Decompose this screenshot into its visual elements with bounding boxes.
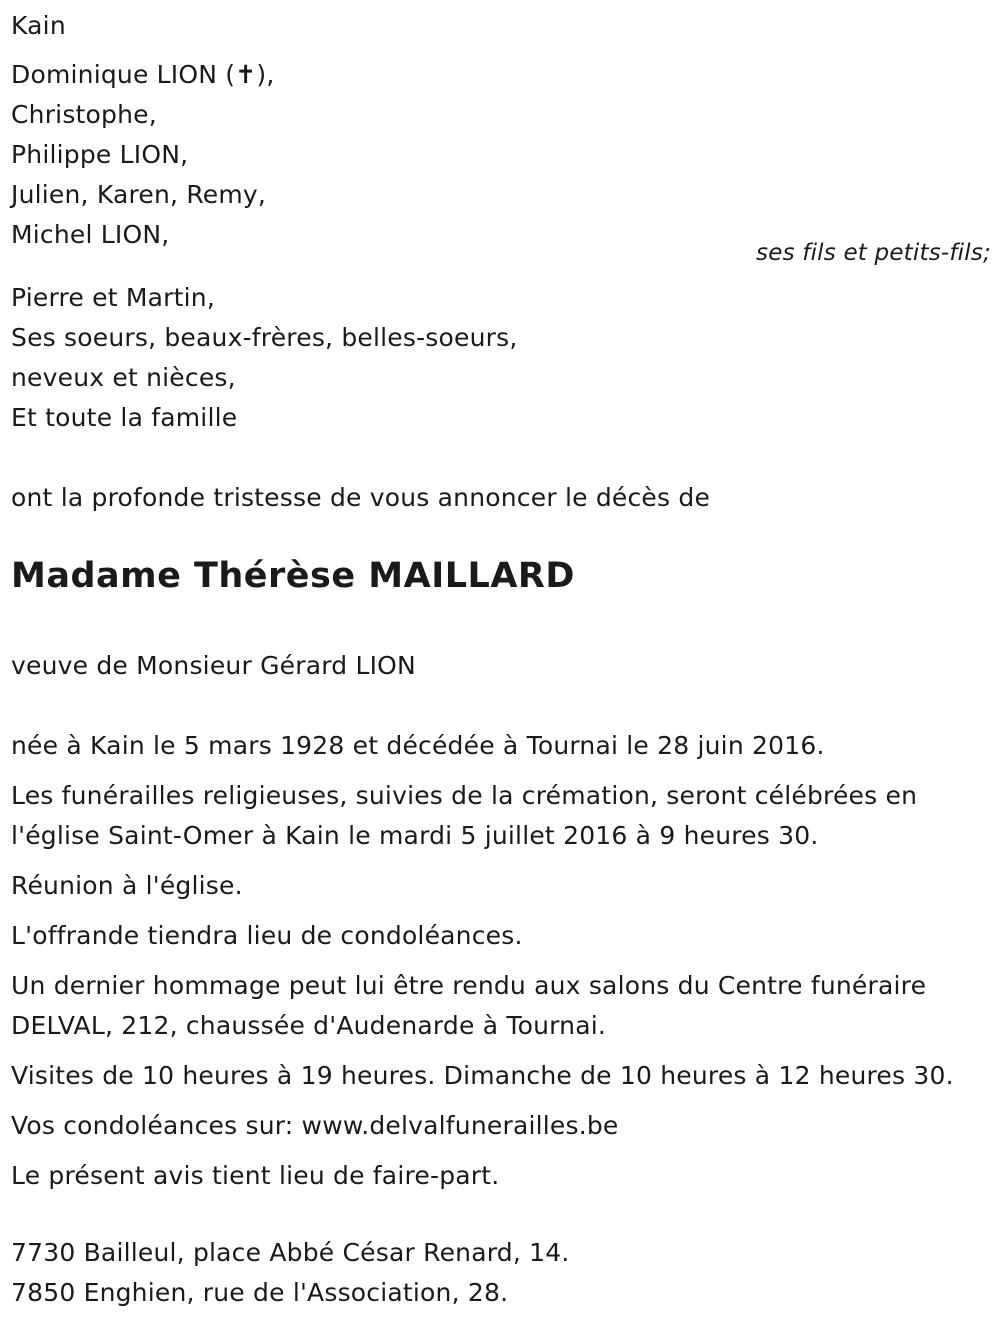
family-member: Dominique LION (✝), [11, 60, 275, 89]
family-member: Ses soeurs, beaux-frères, belles-soeurs, [11, 323, 518, 352]
detail-line: l'église Saint-Omer à Kain le mardi 5 juillet 2016 à 9 heures 30. [11, 821, 819, 850]
family-list [11, 55, 275, 255]
detail-paragraph-dates [11, 726, 954, 766]
detail-line: Le présent avis tient lieu de faire-part. [11, 1161, 500, 1190]
widow-of [11, 646, 416, 686]
family-member: Julien, Karen, Remy, [11, 180, 267, 209]
family-member: neveux et nièces, [11, 363, 236, 392]
detail-paragraph-ceremony [11, 776, 954, 856]
widow-of-text: veuve de Monsieur Gérard LION [11, 651, 416, 680]
detail-paragraph-offering [11, 916, 954, 956]
family-addresses [11, 1233, 569, 1313]
detail-paragraph-tribute [11, 966, 954, 1046]
detail-line: Un dernier hommage peut lui être rendu aux salons du Centre funéraire [11, 971, 927, 1000]
detail-paragraph-notice [11, 1156, 954, 1196]
family-member: Christophe, [11, 100, 157, 129]
detail-line: Les funérailles religieuses, suivies de la crémation, seront célébrées en [11, 781, 918, 810]
detail-line: Réunion à l'église. [11, 871, 243, 900]
detail-line: Visites de 10 heures à 19 heures. Dimanche de 10 heures à 12 heures 30. [11, 1061, 954, 1090]
detail-paragraph-visits [11, 1056, 954, 1096]
announcement-text: ont la profonde tristesse de vous annoncer le décès de [11, 483, 711, 512]
address-line: 7850 Enghien, rue de l'Association, 28. [11, 1278, 509, 1307]
detail-line: DELVAL, 212, chaussée d'Audenarde à Tournai. [11, 1011, 607, 1040]
detail-line: L'offrande tiendra lieu de condoléances. [11, 921, 523, 950]
family-member: Michel LION, [11, 220, 170, 249]
family-tagline: ses fils et petits-fils; [756, 240, 991, 266]
family-member: Et toute la famille [11, 403, 238, 432]
family-member: Philippe LION, [11, 140, 189, 169]
detail-paragraph-condolences [11, 1106, 954, 1146]
detail-line: née à Kain le 5 mars 1928 et décédée à Tournai le 28 juin 2016. [11, 731, 825, 760]
detail-line: Vos condoléances sur: www.delvalfunerailles.be [11, 1111, 619, 1140]
family-list-extended [11, 278, 518, 438]
detail-paragraph-meeting [11, 866, 954, 906]
announcement [11, 478, 710, 518]
funeral-details [11, 726, 954, 1206]
family-member: Pierre et Martin, [11, 283, 215, 312]
place-text: Kain [11, 11, 66, 40]
place-name [11, 6, 66, 46]
address-line: 7730 Bailleul, place Abbé César Renard, 14. [11, 1238, 570, 1267]
deceased-name: Madame Thérèse MAILLARD [11, 556, 575, 596]
